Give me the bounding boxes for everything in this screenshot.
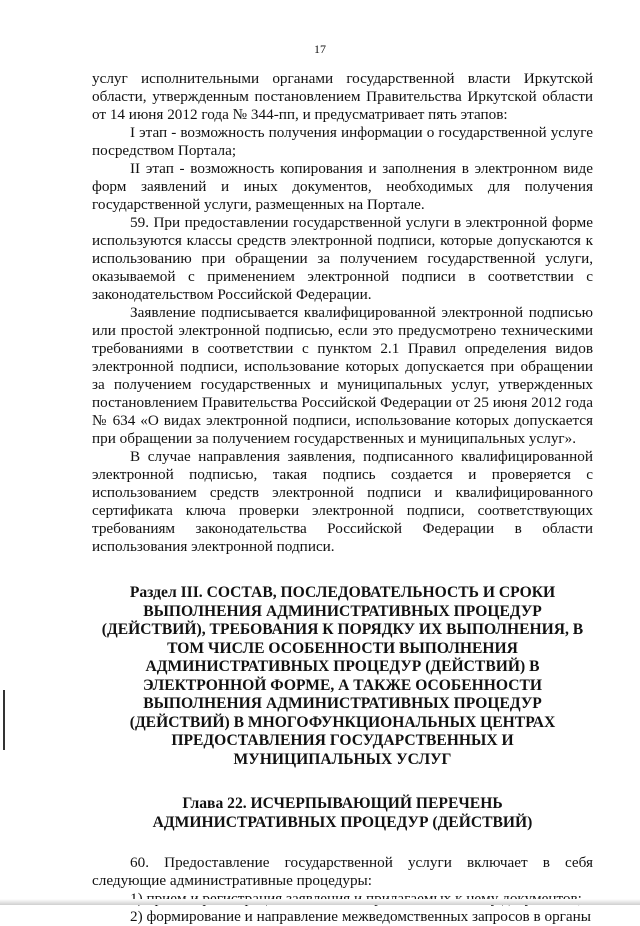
document-body: [92, 70, 593, 926]
paragraph-60: 60. Предоставление государственной услуги включает в себя следующие административные процедуры:: [92, 854, 593, 889]
paragraph-qualified-signature: В случае направления заявления, подписанного квалифицированной электронной подписью, такая подпись создается и проверяется с использованием средств электронной подписи и квалифицированного сертификата ключа проверки электронной подписи, соответствующих требованиям законодательства Российской Федерации в области использования электронной подписи.: [92, 448, 593, 555]
section-heading: Раздел III. СОСТАВ, ПОСЛЕДОВАТЕЛЬНОСТЬ И СРОКИ ВЫПОЛНЕНИЯ АДМИНИСТРАТИВНЫХ ПРОЦЕДУР (ДЕЙСТВИЙ), ТРЕБОВАНИЯ К ПОРЯДКУ ИХ ВЫПОЛНЕНИЯ, В ТОМ ЧИСЛЕ ОСОБЕННОСТИ ВЫПОЛНЕНИЯ АДМИНИСТРАТИВНЫХ ПРОЦЕДУР (ДЕЙСТВИЙ) В ЭЛЕКТРОННОЙ ФОРМЕ, А ТАКЖЕ ОСОБЕННОСТИ ВЫПОЛНЕНИЯ АДМИНИСТРАТИВНЫХ ПРОЦЕДУР (ДЕЙСТВИЙ) В МНОГОФУНКЦИОНАЛЬНЫХ ЦЕНТРАХ ПРЕДОСТАВЛЕНИЯ ГОСУДАРСТВЕННЫХ И МУНИЦИПАЛЬНЫХ УСЛУГ: [101, 584, 584, 768]
paragraph-continuation: услуг исполнительными органами государственной власти Иркутской области, утвержденным постановлением Правительства Иркутской области от 14 июня 2012 года № 344-пп, и предусматривает пять этапов:: [92, 70, 593, 123]
scan-margin-mark: [3, 690, 5, 750]
chapter-heading: Глава 22. ИСЧЕРПЫВАЮЩИЙ ПЕРЕЧЕНЬ АДМИНИСТРАТИВНЫХ ПРОЦЕДУР (ДЕЙСТВИЙ): [152, 795, 533, 831]
paragraph-59: 59. При предоставлении государственной услуги в электронной форме используются классы средств электронной подписи, которые допускаются к использованию при обращении за получением государственной услуги, оказываемой с применением электронной подписи в соответствии с законодательством Российской Федерации.: [92, 214, 593, 303]
page-number: 17: [314, 42, 326, 56]
paragraph-stage-1: I этап - возможность получения информации о государственной услуге посредством Портала;: [92, 124, 593, 159]
paragraph-signature: Заявление подписывается квалифицированной электронной подписью или простой электронной подписью, если это предусмотрено техническими требованиями в соответствии с пунктом 2.1 Правил определения видов электронной подписи, использование которых допускается при обращении за получением государственных и муниципальных услуг, утвержденных постановлением Правительства Российской Федерации от 25 июня 2012 года № 634 «О видах электронной подписи, использование которых допускается при обращении за получением государственных и муниципальных услуг».: [92, 304, 593, 447]
list-item-2: 2) формирование и направление межведомственных запросов в органы: [130, 908, 591, 925]
scan-bottom-edge: [0, 899, 640, 905]
paragraph-stage-2: II этап - возможность копирования и заполнения в электронном виде форм заявлений и иных документов, необходимых для получения государственной услуги, размещенных на Портале.: [92, 160, 593, 213]
